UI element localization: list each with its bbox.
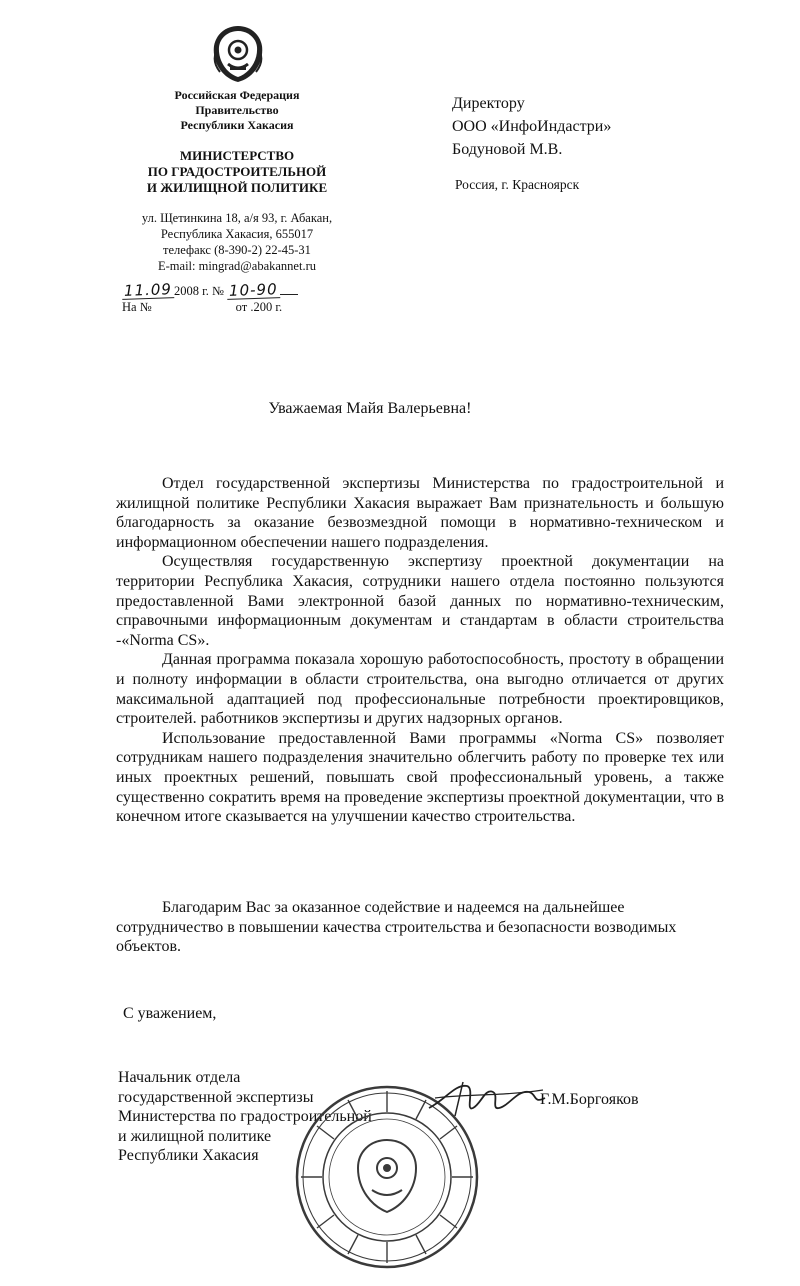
closing: С уважением, [123, 1005, 217, 1022]
recipient-city: Россия, г. Красноярск [455, 177, 580, 192]
thanks-block [116, 898, 716, 957]
address-line: телефакс (8-390-2) 22-45-31 [163, 243, 311, 257]
signatory-title-line: государственной экспертизы [118, 1088, 314, 1106]
recipient-line: Директору [452, 95, 525, 112]
ministry-line: ПО ГРАДОСТРОИТЕЛЬНОЙ [147, 164, 327, 179]
issuer-line: Правительство [195, 103, 279, 117]
issuer-line: Республики Хакасия [180, 118, 294, 132]
issuer-address [112, 210, 362, 274]
signatory-title-line: Министерства по градостроительной [118, 1108, 372, 1126]
recipient-block [452, 92, 611, 161]
salutation: Уважаемая Майя Валерьевна! [268, 400, 472, 417]
recipient-line: Бодуновой М.В. [452, 141, 563, 158]
issuer-government [112, 88, 362, 133]
address-line: ул. Щетинкина 18, а/я 93, г. Абакан, [141, 211, 333, 225]
letter-body [116, 474, 724, 827]
handwritten-number: 10-90 [228, 280, 278, 300]
issuer-ministry [112, 148, 362, 196]
signatory-title-line: Начальник отдела [118, 1069, 241, 1086]
reference-date: от .200 г. [235, 300, 283, 314]
reference-line [122, 299, 298, 315]
year-label: 2008 г. № [173, 284, 224, 298]
body-paragraph: Отдел государственной экспертизы Министерства по градостроительной и жилищной политике Республики Хакасия выражает Вам признательность и большую благодарность за оказание безвозмездной помощи в нормативно-техническом и информационном обеспечении нашего подразделения. [116, 475, 724, 551]
registration-block [122, 282, 298, 315]
recipient-line: ООО «ИнфоИндастри» [452, 118, 612, 135]
signatory-name: Г.М.Боргояков [540, 1091, 639, 1108]
handwritten-signature-icon [425, 1078, 550, 1118]
outgoing-number-line [122, 282, 298, 299]
coat-of-arms-icon [206, 22, 270, 86]
ministry-line: МИНИСТЕРСТВО [179, 148, 295, 163]
signatory-title-line: и жилищной политике [118, 1127, 272, 1145]
signatory-title-line: Республики Хакасия [118, 1147, 259, 1165]
ministry-line: И ЖИЛИЩНОЙ ПОЛИТИКЕ [146, 180, 328, 195]
handwritten-date: 11.09 [123, 280, 173, 300]
body-paragraph: Осуществляя государственную экспертизу проектной документации на территории Республика Хакасия, сотрудники нашего отдела постоянно пользуются предоставленной Вами электронной базой данных по нормативно-техническим, справочными информационным документам и стандартам в области строительства -«Norma CS». [116, 553, 724, 649]
body-paragraph: Использование предоставленной Вами программы «Norma CS» позволяет сотрудникам нашего подразделения значительно облегчить работу по проверке тех или иных проектных решений, повышать свой профессиональный уровень, а также существенно сократить время на проведение экспертизы проектной документации, что в конечном итоге сказывается на улучшении качество строительства. [116, 729, 724, 826]
thanks-paragraph: Благодарим Вас за оказанное содействие и надеемся на дальнейшее сотрудничество в повышении качества строительства и безопасности возводимых объектов. [116, 899, 677, 956]
address-line: Республика Хакасия, 655017 [160, 227, 314, 241]
issuer-line: Российская Федерация [174, 88, 300, 102]
body-paragraph: Данная программа показала хорошую работоспособность, простоту в обращении и полноту информации в области строительства, она выгодно отличается от других максимальной адаптацией под профессиональные потребности проектировщиков, строителей. работников экспертизы и других надзорных органов. [116, 651, 724, 728]
address-line: E-mail: mingrad@abakannet.ru [158, 259, 316, 273]
reference-label: На № [122, 300, 152, 314]
